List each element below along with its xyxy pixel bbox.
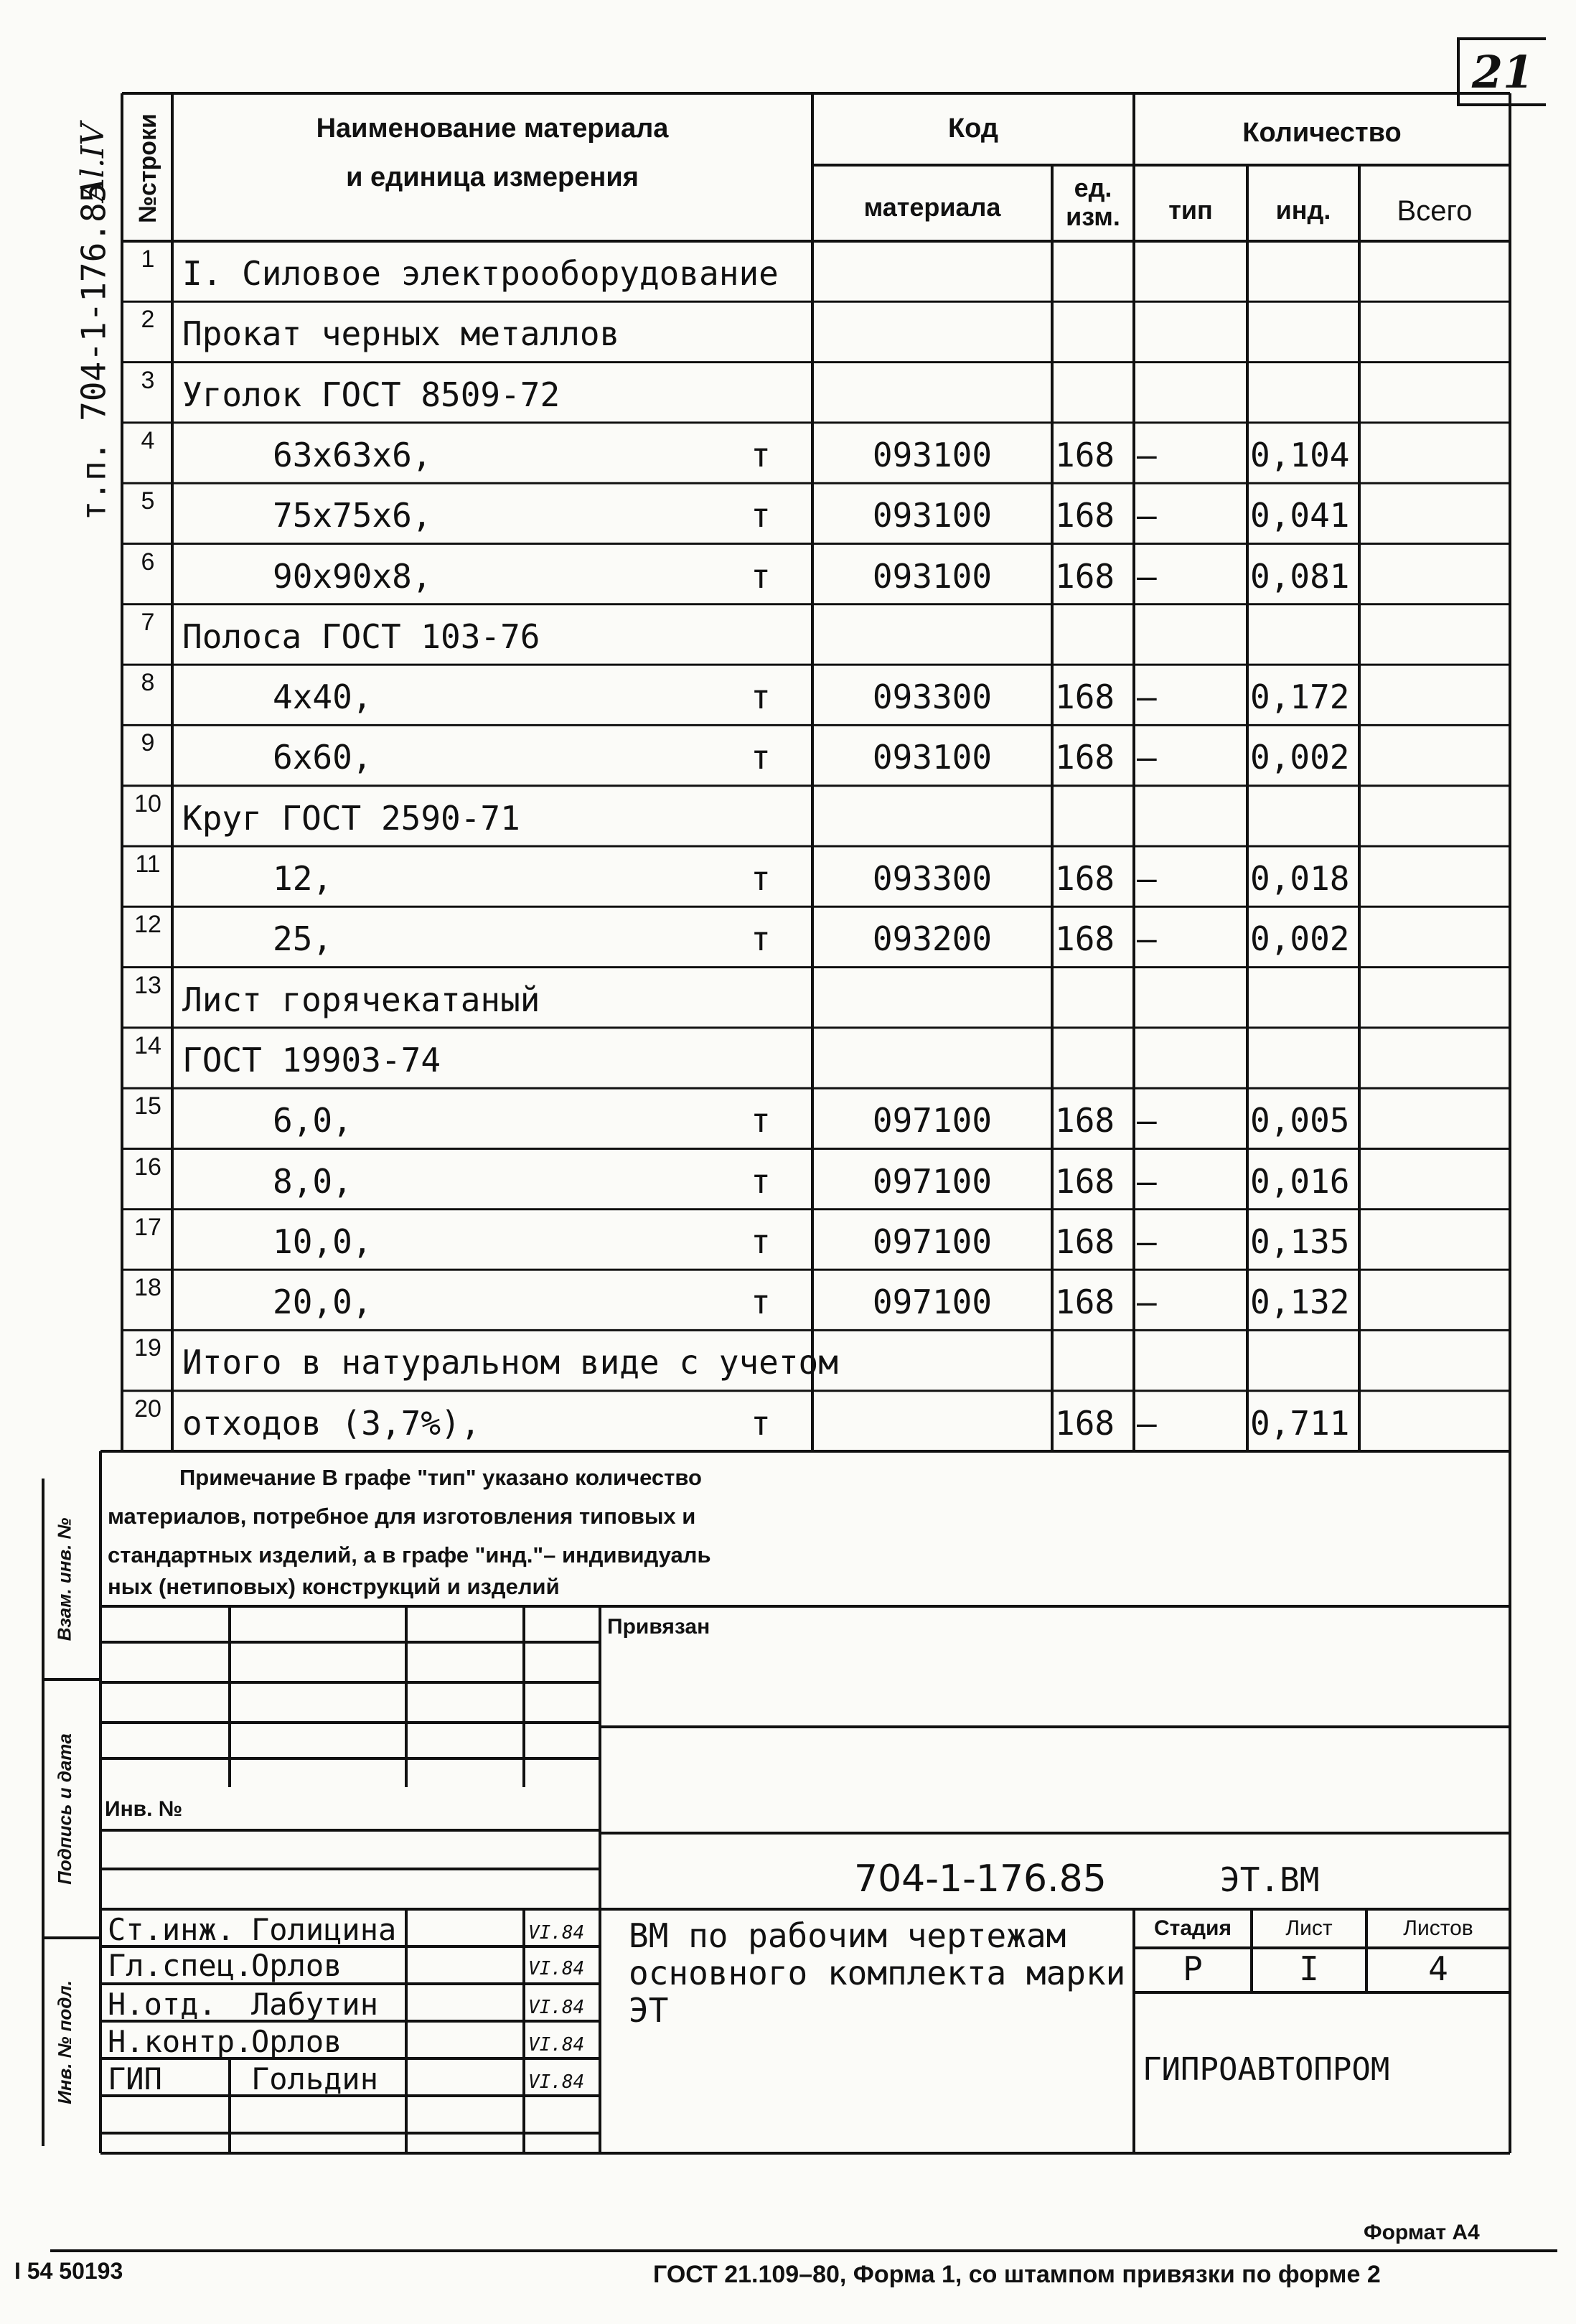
title-line-3: ЭТ xyxy=(629,1991,669,2030)
material-code: 093300 xyxy=(872,678,993,717)
signer-date: VI.84 xyxy=(528,2071,585,2093)
row-number: 3 xyxy=(141,366,155,394)
row-number: 6 xyxy=(141,548,155,576)
material-name: отходов (3,7%), xyxy=(182,1403,481,1443)
unit-code: 168 xyxy=(1055,496,1115,535)
material-name: 12, xyxy=(273,859,333,898)
row-number: 19 xyxy=(134,1334,161,1362)
qty-type: – xyxy=(1137,1222,1157,1261)
material-name: 6х60, xyxy=(273,738,372,777)
qty-ind: 0,172 xyxy=(1250,678,1350,717)
qty-ind: 0,081 xyxy=(1250,556,1350,596)
material-unit: т xyxy=(751,1283,771,1322)
material-unit: т xyxy=(751,1101,771,1140)
side-designation-text: т.п. 704-1-176.85 xyxy=(74,182,113,521)
unit-code: 168 xyxy=(1055,1283,1115,1322)
margin-podpis-text: Подпись и дата xyxy=(53,1733,75,1885)
qty-ind: 0,711 xyxy=(1250,1403,1350,1443)
margin-podpis xyxy=(43,1679,86,1938)
row-number: 11 xyxy=(135,851,161,878)
note-line-4: ных (нетиповых) конструкций и изделий xyxy=(108,1574,560,1599)
qty-ind: 0,016 xyxy=(1250,1161,1350,1201)
qty-type: – xyxy=(1137,859,1157,898)
row-number: 18 xyxy=(134,1274,161,1302)
material-code: 093100 xyxy=(872,556,993,596)
row-number: 9 xyxy=(141,729,155,757)
material-unit: т xyxy=(751,496,771,535)
qty-type: – xyxy=(1137,678,1157,717)
stage-label: Стадия xyxy=(1153,1916,1232,1940)
row-number: 13 xyxy=(134,971,161,999)
qty-ind: 0,041 xyxy=(1250,496,1350,535)
col-name-header-2: и единица измерения xyxy=(346,162,639,192)
unit-code: 168 xyxy=(1055,859,1115,898)
side-album-text: Al.IV xyxy=(74,122,111,201)
margin-vzam xyxy=(43,1479,86,1679)
unit-code: 168 xyxy=(1055,435,1115,474)
row-number: 12 xyxy=(134,911,161,939)
qty-type: – xyxy=(1137,919,1157,959)
document-designation: 704-1-176.85 xyxy=(854,1857,1107,1901)
material-name: I. Силовое электрооборудование xyxy=(182,254,779,293)
col-row-no-header xyxy=(126,96,169,240)
signer-name: Лабутин xyxy=(251,1987,379,2022)
qty-type: – xyxy=(1137,1161,1157,1201)
margin-inv-podl xyxy=(43,1938,86,2146)
row-number: 10 xyxy=(134,789,161,817)
material-unit: т xyxy=(751,1403,771,1443)
qty-ind: 0,104 xyxy=(1250,435,1350,474)
sheets-label: Листов xyxy=(1403,1916,1473,1940)
unit-code: 168 xyxy=(1055,1403,1115,1443)
title-line-1: ВМ по рабочим чертежам xyxy=(629,1916,1066,1955)
row-number: 15 xyxy=(134,1092,161,1120)
signer-role: Н.отд. xyxy=(108,1987,217,2022)
unit-code: 168 xyxy=(1055,1161,1115,1201)
qty-ind: 0,002 xyxy=(1250,919,1350,959)
row-number: 16 xyxy=(134,1153,161,1181)
document-mark: ЭТ.ВМ xyxy=(1220,1860,1320,1899)
signer-name: Орлов xyxy=(251,1948,342,1983)
signer-date: VI.84 xyxy=(528,2034,585,2056)
col-qty-total-header: Всего xyxy=(1397,195,1473,227)
col-name-header-1: Наименование материала xyxy=(316,113,669,144)
material-name: Полоса ГОСТ 103-76 xyxy=(182,617,540,656)
material-unit: т xyxy=(751,556,771,596)
signer-name: Орлов xyxy=(251,2024,342,2059)
material-unit: т xyxy=(751,919,771,959)
row-number: 20 xyxy=(134,1395,161,1423)
sheet-number: 21 xyxy=(1457,37,1546,106)
note-line-2: материалов, потребное для изготовления типовых и xyxy=(108,1504,696,1529)
material-name: Итого в натуральном виде с учетом xyxy=(182,1343,838,1382)
col-qty-ind-header: инд. xyxy=(1275,195,1331,225)
footer-gost: ГОСТ 21.109–80, Форма 1, со штампом привязки по форме 2 xyxy=(653,2261,1381,2288)
row-number: 2 xyxy=(141,306,155,334)
qty-ind: 0,132 xyxy=(1250,1283,1350,1322)
col-code-header: Код xyxy=(947,113,999,144)
sheet-value: I xyxy=(1299,1949,1319,1988)
qty-ind: 0,002 xyxy=(1250,738,1350,777)
signer-date: VI.84 xyxy=(528,1958,585,1979)
material-name: 8,0, xyxy=(273,1161,352,1201)
signer-name: Гольдин xyxy=(251,2061,379,2096)
qty-type: – xyxy=(1137,738,1157,777)
signer-date: VI.84 xyxy=(528,1922,585,1944)
material-unit: т xyxy=(751,859,771,898)
qty-ind: 0,018 xyxy=(1250,859,1350,898)
title-line-2: основного комплекта марки xyxy=(629,1954,1126,1992)
stage-value: Р xyxy=(1183,1949,1203,1988)
note-line-1: Примечание В графе "тип" указано количество xyxy=(179,1465,702,1490)
row-number: 5 xyxy=(141,487,155,515)
qty-type: – xyxy=(1137,496,1157,535)
material-name: 75х75х6, xyxy=(273,496,432,535)
material-name: Прокат черных металлов xyxy=(182,314,620,354)
sheets-value: 4 xyxy=(1428,1949,1448,1988)
row-number: 14 xyxy=(134,1031,161,1059)
material-unit: т xyxy=(751,738,771,777)
col-code-unit-header: ед. изм. xyxy=(1066,173,1120,231)
material-code: 093300 xyxy=(872,859,993,898)
material-name: Уголок ГОСТ 8509-72 xyxy=(182,375,560,414)
qty-type: – xyxy=(1137,556,1157,596)
material-name: 90х90х8, xyxy=(273,556,432,596)
material-code: 093200 xyxy=(872,919,993,959)
margin-vzam-text: Взам. инв. № xyxy=(53,1517,75,1641)
material-name: 4х40, xyxy=(273,678,372,717)
sheet-label: Лист xyxy=(1285,1916,1333,1940)
col-row-no-text: №строки xyxy=(133,113,161,223)
material-unit: т xyxy=(751,1161,771,1201)
unit-code: 168 xyxy=(1055,678,1115,717)
material-code: 097100 xyxy=(872,1222,993,1261)
unit-code: 168 xyxy=(1055,738,1115,777)
material-name: 25, xyxy=(273,919,333,959)
signer-date: VI.84 xyxy=(528,1997,585,2018)
signer-role: ГИП xyxy=(108,2061,162,2096)
material-code: 097100 xyxy=(872,1161,993,1201)
privyazan-label: Привязан xyxy=(607,1615,710,1639)
qty-ind: 0,135 xyxy=(1250,1222,1350,1261)
material-code: 097100 xyxy=(872,1101,993,1140)
unit-code: 168 xyxy=(1055,1101,1115,1140)
unit-code: 168 xyxy=(1055,919,1115,959)
material-name: 63х63х6, xyxy=(273,435,432,474)
material-code: 093100 xyxy=(872,496,993,535)
row-number: 1 xyxy=(141,245,155,273)
material-name: 6,0, xyxy=(273,1101,352,1140)
organization: ГИПРОАВТОПРОМ xyxy=(1143,2051,1390,2088)
material-code: 093100 xyxy=(872,435,993,474)
material-name: Лист горячекатаный xyxy=(182,980,540,1019)
unit-code: 168 xyxy=(1055,1222,1115,1261)
qty-type: – xyxy=(1137,1403,1157,1443)
row-number: 7 xyxy=(141,608,155,636)
signer-name: Голицина xyxy=(251,1912,397,1947)
material-name: ГОСТ 19903-74 xyxy=(182,1040,441,1079)
material-code: 093100 xyxy=(872,738,993,777)
row-number: 8 xyxy=(141,669,155,697)
inv-no-label: Инв. № xyxy=(105,1797,183,1821)
margin-inv-podl-text: Инв. № подл. xyxy=(53,1979,75,2104)
material-unit: т xyxy=(751,678,771,717)
material-unit: т xyxy=(751,1222,771,1261)
col-code-material-header: материала xyxy=(863,192,1001,222)
footer-archive-number: I 54 50193 xyxy=(14,2258,123,2284)
signer-role: Ст.инж. xyxy=(108,1912,235,1947)
material-unit: т xyxy=(751,435,771,474)
col-qty-type-header: тип xyxy=(1168,195,1213,225)
signer-role: Н.контр. xyxy=(108,2024,253,2059)
material-name: Круг ГОСТ 2590-71 xyxy=(182,798,520,838)
row-number: 4 xyxy=(141,426,155,454)
material-name: 10,0, xyxy=(273,1222,372,1261)
col-qty-header: Количество xyxy=(1242,118,1402,148)
note-line-3: стандартных изделий, а в графе "инд."– индивидуаль xyxy=(108,1542,711,1568)
material-name: 20,0, xyxy=(273,1283,372,1322)
footer-format: Формат А4 xyxy=(1364,2221,1480,2244)
qty-type: – xyxy=(1137,1101,1157,1140)
signer-role: Гл.спец. xyxy=(108,1948,253,1983)
qty-type: – xyxy=(1137,1283,1157,1322)
qty-type: – xyxy=(1137,435,1157,474)
qty-ind: 0,005 xyxy=(1250,1101,1350,1140)
row-number: 17 xyxy=(134,1213,161,1241)
unit-code: 168 xyxy=(1055,556,1115,596)
material-code: 097100 xyxy=(872,1283,993,1322)
